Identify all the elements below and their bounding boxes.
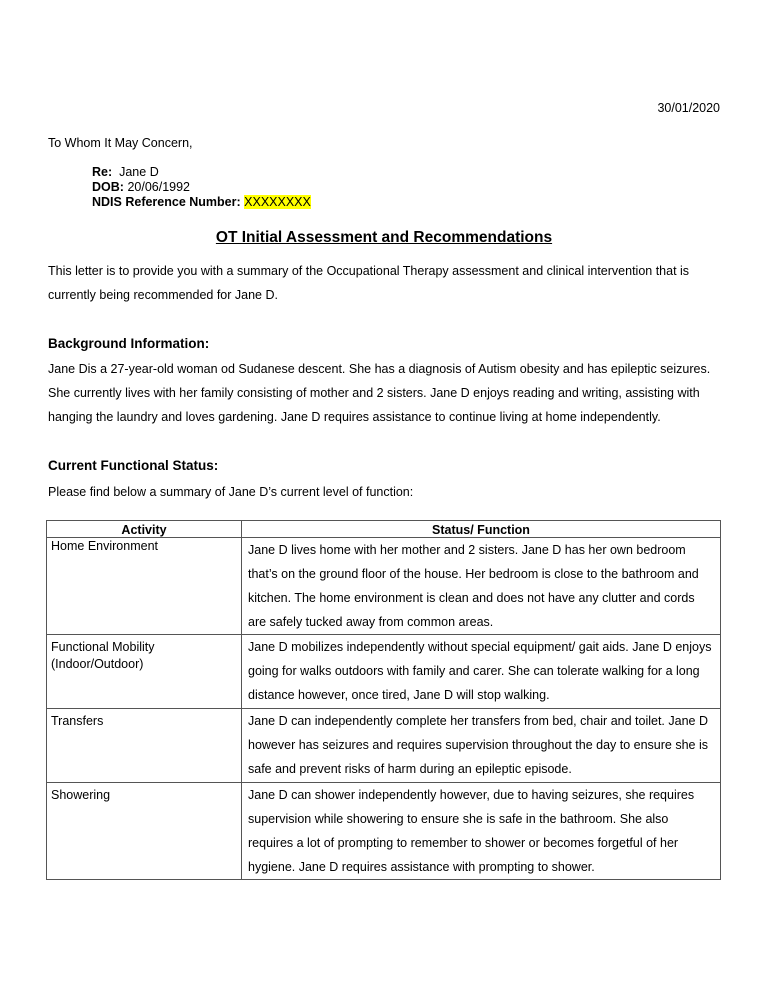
table-row	[47, 635, 721, 709]
table-row	[47, 783, 721, 880]
activity-cell: Functional Mobility (Indoor/Outdoor)	[47, 635, 242, 709]
re-value: Jane D	[119, 165, 159, 179]
status-cell: Jane D mobilizes independently without special equipment/ gait aids. Jane D enjoys going for walks outdoors with family and carer. She can tolerate walking for a long distance however, once tired, Jane D will stop walking.	[242, 635, 721, 709]
status-cell: Jane D can independently complete her transfers from bed, chair and toilet. Jane D however has seizures and requires supervision throughout the day to ensure she is safe and prevent risks of harm during an epileptic episode.	[242, 709, 721, 783]
dob-label: DOB:	[92, 180, 124, 194]
status-cell: Jane D can shower independently however, due to having seizures, she requires supervision while showering to ensure she is safe in the bathroom. She also requires a lot of prompting to remember to shower or becomes forgetful of her hygiene. Jane D requires assistance with prompting to shower.	[242, 783, 721, 880]
column-header-status: Status/ Function	[242, 521, 721, 538]
table-header-row	[47, 521, 721, 538]
ndis-label: NDIS Reference Number:	[92, 195, 241, 209]
re-line	[92, 165, 311, 180]
table-row	[47, 709, 721, 783]
intro-paragraph: This letter is to provide you with a summary of the Occupational Therapy assessment and clinical intervention that is currently being recommended for Jane D.	[48, 264, 690, 302]
background-paragraph: Jane Dis a 27-year-old woman od Sudanese descent. She has a diagnosis of Autism obesity and has epileptic seizures. She currently lives with her family consisting of mother and 2 sisters. Jane D enjoys reading and writing, assisting with hanging the laundry and loves gardening. Jane D requires assistance to continue living at home independently.	[48, 362, 711, 424]
dob-line	[92, 180, 311, 195]
activity-cell: Showering	[47, 783, 242, 880]
ndis-value: XXXXXXXX	[244, 195, 311, 209]
re-label: Re:	[92, 165, 113, 179]
activity-cell: Transfers	[47, 709, 242, 783]
background-heading: Background Information:	[48, 336, 210, 351]
column-header-activity: Activity	[47, 521, 242, 538]
ndis-line	[92, 195, 311, 210]
letter-date: 30/01/2020	[657, 101, 720, 115]
functional-status-table	[46, 520, 721, 880]
functional-status-intro: Please find below a summary of Jane D’s current level of function:	[48, 485, 414, 499]
salutation: To Whom It May Concern,	[48, 136, 193, 150]
status-cell: Jane D lives home with her mother and 2 sisters. Jane D has her own bedroom that’s on the ground floor of the house. Her bedroom is close to the bathroom and kitchen. The home environment is clean and does not have any clutter and cords are safely tucked away from common areas.	[242, 538, 721, 635]
dob-value: 20/06/1992	[127, 180, 190, 194]
functional-status-heading: Current Functional Status:	[48, 458, 219, 473]
table-row	[47, 538, 721, 635]
reference-block	[92, 165, 311, 210]
document-title: OT Initial Assessment and Recommendations	[215, 229, 553, 246]
activity-cell: Home Environment	[47, 538, 242, 635]
